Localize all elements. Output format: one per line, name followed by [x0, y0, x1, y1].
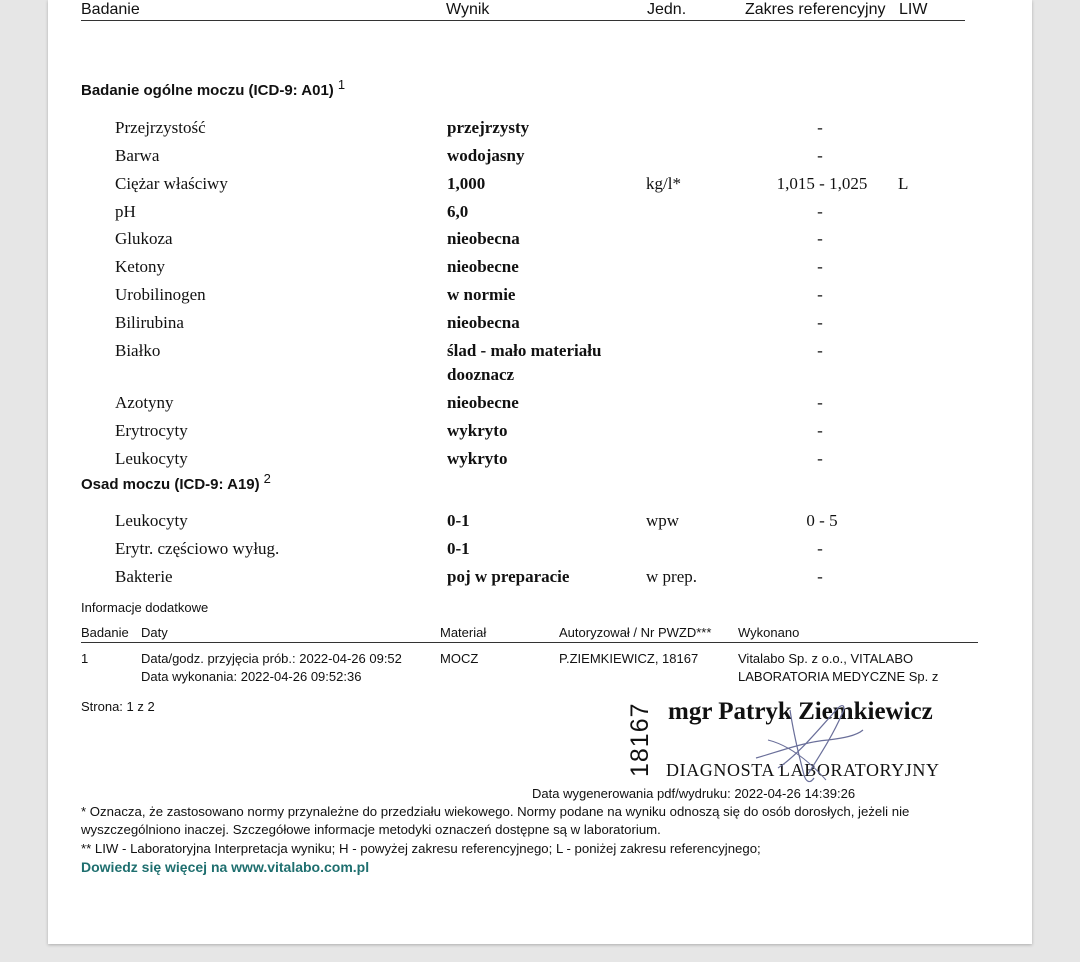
- row-ref: -: [817, 567, 823, 586]
- row-value: nieobecne: [447, 393, 519, 412]
- row-ref: -: [817, 341, 823, 360]
- info-rule: [81, 642, 978, 643]
- row-liw: L: [898, 174, 909, 193]
- row-ref: -: [817, 313, 823, 332]
- header-unit: Jedn.: [647, 1, 687, 18]
- row-name: Bakterie: [115, 567, 173, 586]
- row-unit: w prep.: [646, 567, 697, 586]
- row-value: ślad - mało materiału: [447, 341, 602, 360]
- website-link[interactable]: Dowiedz się więcej na www.vitalabo.com.pl: [81, 859, 370, 875]
- info-header-material: Materiał: [440, 625, 487, 640]
- row-name: Glukoza: [115, 229, 173, 248]
- page-number: Strona: 1 z 2: [81, 699, 155, 714]
- row-value: w normie: [447, 285, 516, 304]
- row-value: wykryto: [447, 449, 508, 468]
- row-value: nieobecna: [447, 313, 520, 332]
- info-header-autor: Autoryzował / Nr PWZD***: [559, 625, 712, 640]
- row-ref: -: [817, 118, 823, 137]
- row-name: pH: [115, 202, 136, 221]
- row-ref: -: [817, 257, 823, 276]
- section1-title: Badanie ogólne moczu (ICD-9: A01) $^1$: [81, 77, 346, 99]
- footnote-1: * Oznacza, że zastosowano normy przynależne do przedziału wiekowego. Normy podane na wyniku odnoszą się do osób dorosłych, jeżeli nie: [81, 804, 910, 819]
- row-value: nieobecna: [447, 229, 520, 248]
- row-ref: -: [817, 229, 823, 248]
- header-liw: LIW: [899, 1, 928, 18]
- row-name: Azotyny: [115, 393, 174, 412]
- document-page: [48, 0, 1032, 944]
- info-wykonano-1: Vitalabo Sp. z o.o., VITALABO: [738, 651, 914, 666]
- info-daty-2: Data wykonania: 2022-04-26 09:52:36: [141, 669, 362, 684]
- header-rule: [81, 20, 965, 21]
- row-value: przejrzysty: [447, 118, 530, 137]
- header-ref: Zakres referencyjny: [745, 1, 886, 18]
- row-unit: wpw: [646, 511, 680, 530]
- info-autor: P.ZIEMKIEWICZ, 18167: [559, 651, 699, 666]
- row-name: Białko: [115, 341, 161, 360]
- row-ref: 0 - 5: [806, 511, 838, 530]
- row-name: Bilirubina: [115, 313, 184, 332]
- row-name: Barwa: [115, 146, 160, 165]
- row-name: Ketony: [115, 257, 166, 276]
- header-test: Badanie: [81, 1, 140, 18]
- header-result: Wynik: [446, 1, 490, 18]
- row-ref: 1,015 - 1,025: [776, 174, 868, 193]
- row-ref: -: [817, 539, 823, 558]
- row-value: wodojasny: [447, 146, 525, 165]
- footnote-3: ** LIW - Laboratoryjna Interpretacja wyniku; H - powyżej zakresu referencyjnego; L - poniżej zakresu referencyjnego;: [81, 841, 761, 856]
- row-value-cont: dooznacz: [447, 365, 515, 384]
- info-header-badanie: Badanie: [81, 625, 129, 640]
- info-header-daty: Daty: [141, 625, 168, 640]
- row-name: Erytrocyty: [115, 421, 188, 440]
- row-name: Przejrzystość: [115, 118, 206, 137]
- section2-title: Osad moczu (ICD-9: A19) $^2$: [81, 471, 271, 493]
- info-material: MOCZ: [440, 651, 479, 666]
- row-name: Leukocyty: [115, 511, 188, 530]
- row-ref: -: [817, 202, 823, 221]
- row-name: Urobilinogen: [115, 285, 206, 304]
- footnote-2: wyszczególniono inaczej. Szczegółowe informacje metodyki oznaczeń dostępne są w laboratorium.: [81, 822, 661, 837]
- row-ref: -: [817, 449, 823, 468]
- info-wykonano-2: LABORATORIA MEDYCZNE Sp. z: [738, 669, 939, 684]
- info-header-wykonano: Wykonano: [738, 625, 800, 640]
- generated-date: Data wygenerowania pdf/wydruku: 2022-04-26 14:39:26: [532, 786, 856, 801]
- stamp-number: 18167: [626, 702, 654, 777]
- row-value: wykryto: [447, 421, 508, 440]
- row-name: Leukocyty: [115, 449, 188, 468]
- row-value: poj w preparacie: [447, 567, 570, 586]
- info-title: Informacje dodatkowe: [81, 600, 209, 615]
- row-name: Erytr. częściowo wyług.: [115, 539, 280, 558]
- info-badanie: 1: [81, 651, 89, 666]
- row-ref: -: [817, 421, 823, 440]
- row-value: 0-1: [447, 539, 470, 558]
- row-value: 6,0: [447, 202, 469, 221]
- row-value: 0-1: [447, 511, 470, 530]
- row-ref: -: [817, 393, 823, 412]
- stamp-name: mgr Patryk Ziemkiewicz: [668, 698, 933, 725]
- row-unit: kg/l*: [646, 174, 681, 193]
- info-daty-1: Data/godz. przyjęcia prób.: 2022-04-26 09:52: [141, 651, 402, 666]
- row-value: 1,000: [447, 174, 486, 193]
- row-ref: -: [817, 285, 823, 304]
- row-ref: -: [817, 146, 823, 165]
- row-name: Ciężar właściwy: [115, 174, 228, 193]
- signature-scribble: [748, 700, 878, 790]
- row-value: nieobecne: [447, 257, 519, 276]
- stamp-role: DIAGNOSTA LABORATORYJNY: [666, 760, 940, 780]
